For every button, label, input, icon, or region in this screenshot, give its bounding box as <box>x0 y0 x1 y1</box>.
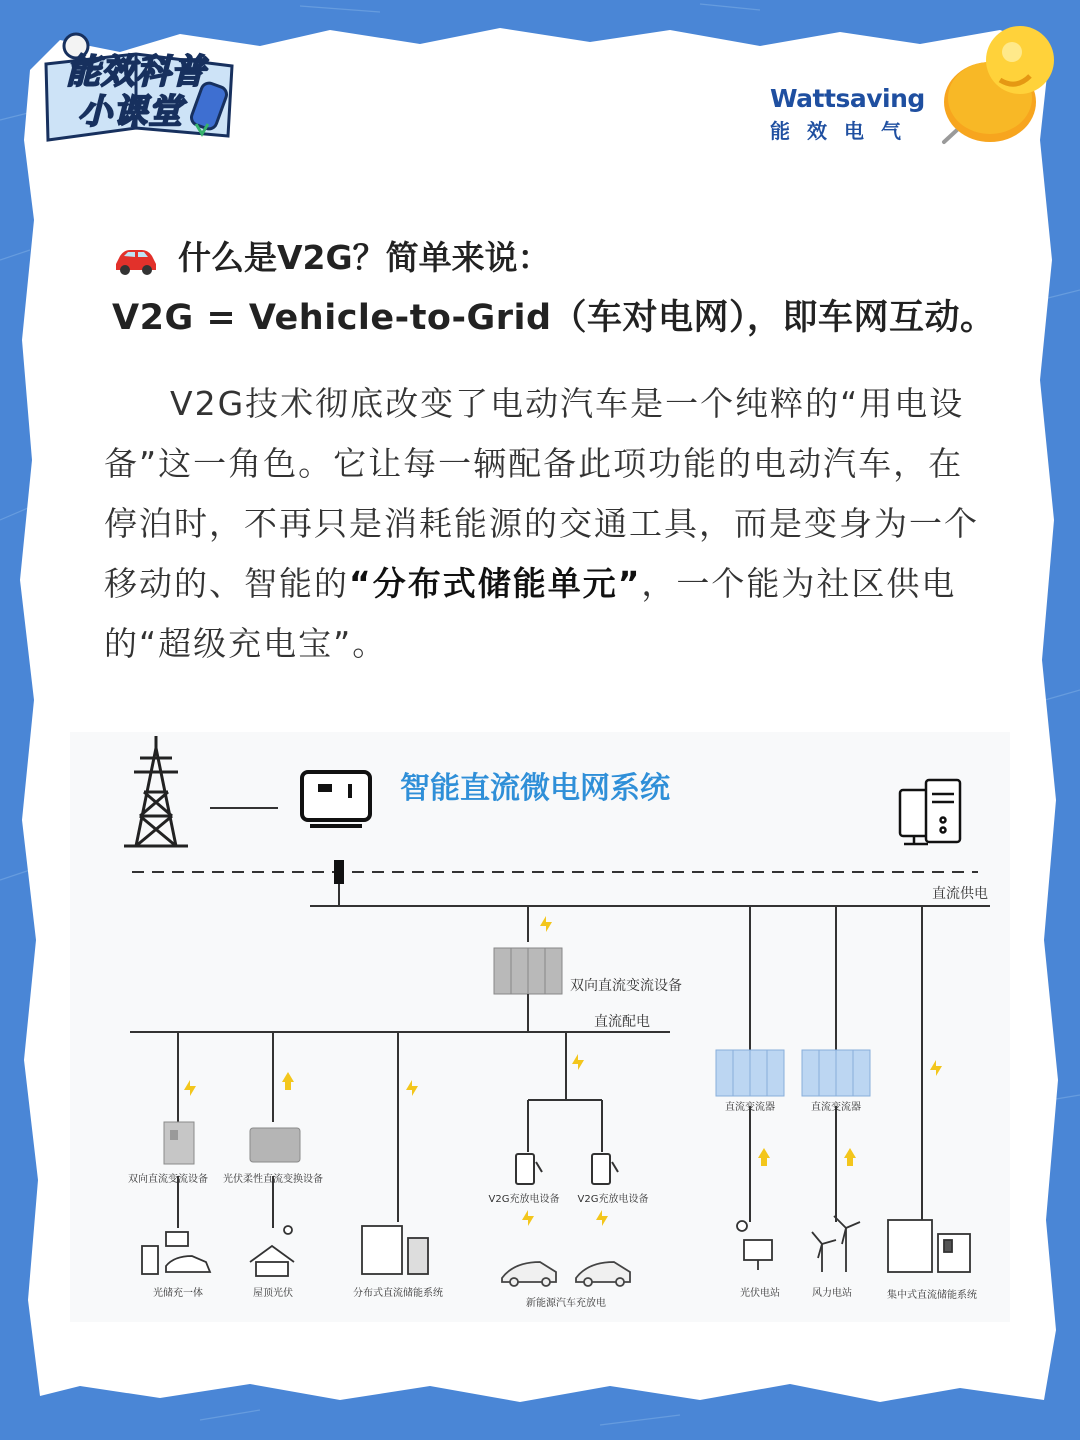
diagram-title: 智能直流微电网系统 <box>400 771 670 806</box>
inverter-icon <box>302 772 370 826</box>
nev-charge-label: 新能源汽车充放电 <box>526 1298 606 1309</box>
brand-logo <box>770 84 925 144</box>
pushpin-icon <box>930 14 1070 154</box>
intro-paragraph <box>104 374 984 674</box>
dc-distribution-label: 直流配电 <box>594 1014 650 1030</box>
brand-name-cn: 能效电气 <box>770 119 918 143</box>
question-line <box>112 232 551 279</box>
paragraph-part2: ，一个能为社区供电的“超级充电宝”。 <box>104 564 957 663</box>
logo-line-1: 能效科普 <box>66 52 206 92</box>
rooftop-pv-label: 屋顶光伏 <box>253 1288 293 1299</box>
bidirectional-converter-label: 双向直流变流设备 <box>570 978 682 994</box>
distributed-storage-label: 分布式直流储能系统 <box>353 1288 443 1299</box>
dc-supply-label: 直流供电 <box>932 886 988 902</box>
car-icon <box>112 244 160 276</box>
definition-line: V2G = Vehicle-to-Grid（车对电网），即车网互动。 <box>112 298 996 338</box>
dc-converter-cabinet-1 <box>716 1050 784 1096</box>
bidirectional-dc-device-icon <box>164 1122 194 1164</box>
pv-storage-charge-label: 光储充一体 <box>153 1288 203 1299</box>
paragraph-part1: V2G技术彻底改变了电动汽车是一个纯粹的“用电设备”这一角色。它让每一辆配备此项功能的电动汽车，在停泊时，不再只是消耗能源的交通工具，而是变身为一个移动的、智能的 <box>104 384 979 603</box>
bidir-dc-device-label: 双向直流变流设备 <box>128 1174 208 1185</box>
wind-station-label: 风力电站 <box>812 1288 852 1299</box>
pv-station-label: 光伏电站 <box>740 1288 780 1299</box>
brand-name-en: Wattsaving <box>770 84 925 113</box>
computer-icon <box>900 780 960 844</box>
converter-cabinet-icon <box>494 948 562 994</box>
v2g-charger-label-1: V2G充放电设备 <box>488 1194 560 1205</box>
course-logo <box>36 24 246 154</box>
breaker-icon <box>334 860 344 884</box>
pv-flex-converter-label: 光伏柔性直流变换设备 <box>223 1174 323 1185</box>
paragraph-highlight: “分布式储能单元” <box>349 564 642 603</box>
diagram-background <box>70 732 1010 1322</box>
question-text: 什么是V2G？简单来说： <box>178 238 551 277</box>
dc-converter-label-1: 直流变流器 <box>725 1102 775 1113</box>
dc-converter-label-2: 直流变流器 <box>811 1102 861 1113</box>
logo-line-2: 小课堂 <box>78 92 183 132</box>
central-storage-label: 集中式直流储能系统 <box>887 1290 977 1301</box>
v2g-charger-label-2: V2G充放电设备 <box>577 1194 649 1205</box>
dc-converter-cabinet-2 <box>802 1050 870 1096</box>
microgrid-diagram <box>70 732 1010 1322</box>
pv-flex-converter-icon <box>250 1128 300 1162</box>
